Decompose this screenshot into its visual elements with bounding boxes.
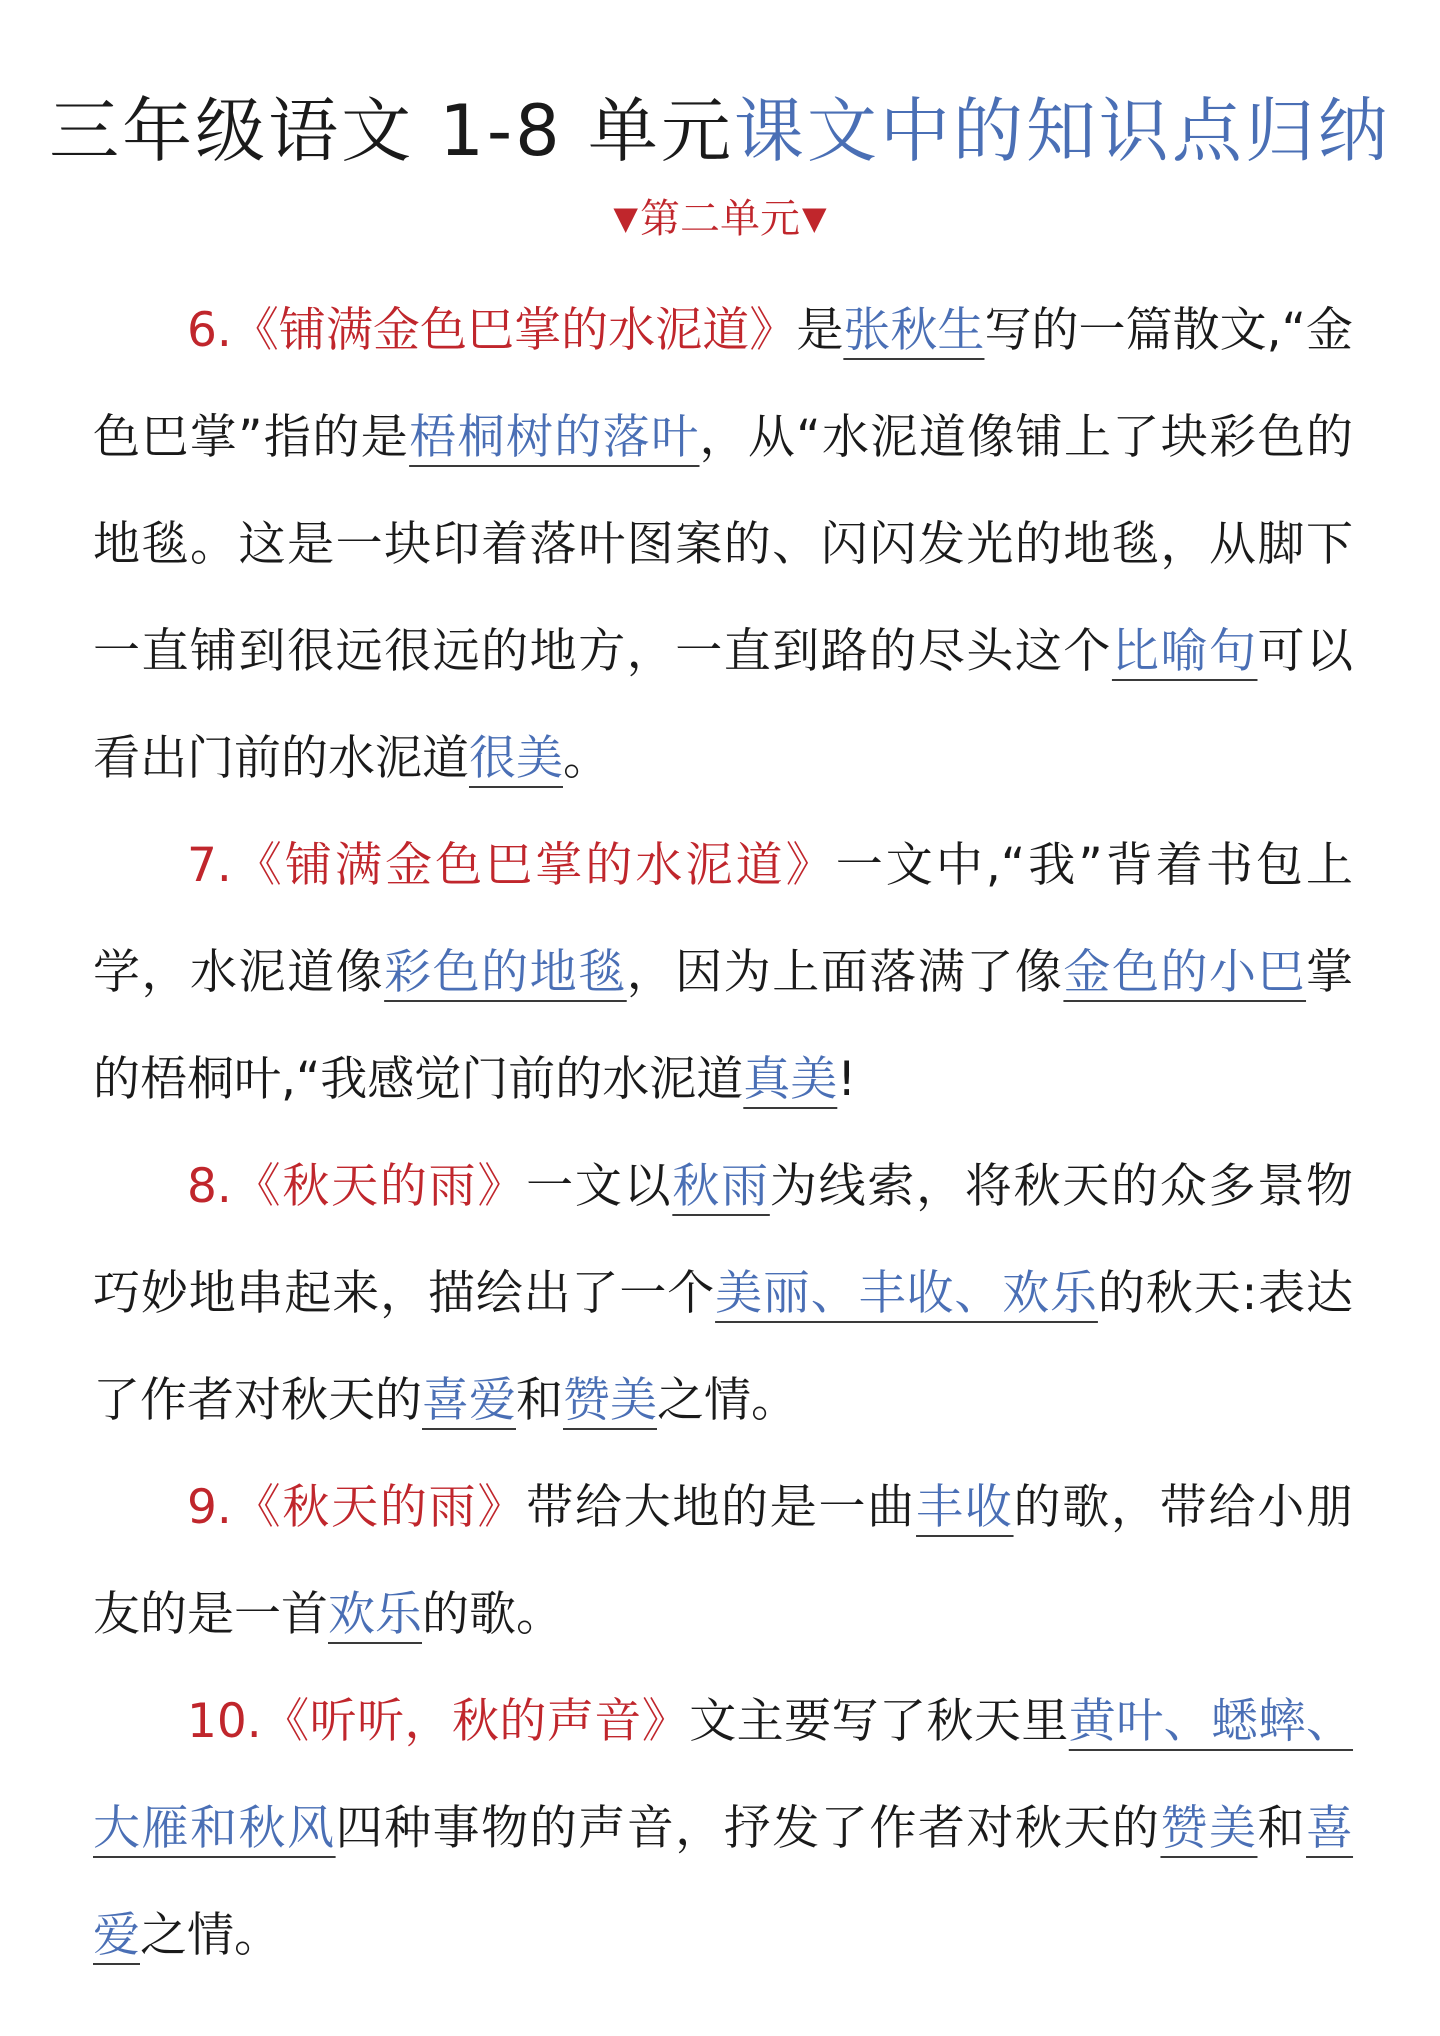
item-title: 6.《铺满金色巴掌的水泥道》: [187, 303, 797, 358]
item-highlight: 梧桐树的落叶: [409, 410, 700, 465]
item-text: ，因为上面落满了像: [626, 945, 1064, 1000]
item-highlight: 比喻句: [1111, 624, 1258, 679]
item-text: 之情。: [140, 1908, 281, 1963]
title-part-black: 三年级语文 1-8 单元: [49, 90, 734, 172]
item-text: !: [837, 1052, 857, 1107]
item-highlight: 喜爱: [93, 1801, 1354, 1963]
item-highlight: 黄叶、蟋蟀、大雁和秋风: [93, 1694, 1354, 1856]
knowledge-item-7: [93, 812, 1353, 1133]
item-highlight: 丰收: [916, 1480, 1014, 1535]
item-highlight: 喜爱: [422, 1373, 516, 1428]
item-text: 四种事物的声音，抒发了作者对秋天的: [335, 1801, 1161, 1856]
triangle-down-icon: ▼: [613, 199, 638, 237]
item-highlight: 赞美: [563, 1373, 657, 1428]
page-title: [0, 86, 1440, 176]
content-body: [93, 277, 1353, 1989]
item-highlight: 金色的小巴: [1063, 945, 1307, 1000]
item-text: ，从“水泥道像铺上了块彩色的地毯。这是一块印着落叶图案的、闪闪发光的地毯，从脚下一直铺到很远很远的地方，一直到路的尽头这个: [93, 410, 1353, 679]
item-text: 文主要写了秋天里: [689, 1694, 1069, 1749]
item-highlight: 很美: [469, 731, 563, 786]
item-text: 和: [516, 1373, 563, 1428]
item-text: 和: [1257, 1801, 1307, 1856]
item-text: 带给大地的是一曲: [526, 1480, 917, 1535]
item-highlight: 美丽、丰收、欢乐: [715, 1266, 1098, 1321]
knowledge-item-6: [93, 277, 1353, 812]
item-highlight: 彩色的地毯: [384, 945, 627, 1000]
item-title: 8.《秋天的雨》: [187, 1159, 527, 1214]
item-title: 10.《听听，秋的声音》: [187, 1694, 690, 1749]
item-text: 为线索，将秋天的众多景物巧妙地串起来，描绘出了一个: [93, 1159, 1354, 1321]
item-text: 的歌，带给小朋友的是一首: [93, 1480, 1354, 1642]
unit-heading-label: 第二单元: [640, 196, 800, 242]
item-text: 写的一篇散文,“金色巴掌”指的是: [93, 303, 1354, 465]
item-text: 的歌。: [422, 1587, 563, 1642]
item-text: 一文中,“我”背着书包上学，水泥道像: [93, 838, 1353, 1000]
item-title: 9.《秋天的雨》: [187, 1480, 527, 1535]
knowledge-item-8: [93, 1133, 1353, 1454]
knowledge-item-10: [93, 1668, 1353, 1989]
unit-heading: [0, 190, 1440, 247]
item-text: 一文以: [526, 1159, 673, 1214]
item-text: 之情。: [657, 1373, 798, 1428]
item-text: 是: [796, 303, 844, 358]
item-text: 可以看出门前的水泥道: [93, 624, 1354, 786]
item-highlight: 欢乐: [328, 1587, 422, 1642]
item-highlight: 赞美: [1160, 1801, 1258, 1856]
item-title: 7.《铺满金色巴掌的水泥道》: [187, 838, 836, 893]
item-text: 掌的梧桐叶,“我感觉门前的水泥道: [93, 945, 1354, 1107]
item-text: 。: [563, 731, 610, 786]
item-highlight: 张秋生: [843, 303, 985, 358]
item-highlight: 真美: [743, 1052, 838, 1107]
item-text: 的秋天:表达了作者对秋天的: [93, 1266, 1354, 1428]
item-highlight: 秋雨: [672, 1159, 770, 1214]
title-part-blue: 课文中的知识点归纳: [733, 90, 1391, 172]
knowledge-item-9: [93, 1454, 1353, 1668]
triangle-down-icon: ▼: [802, 199, 827, 237]
